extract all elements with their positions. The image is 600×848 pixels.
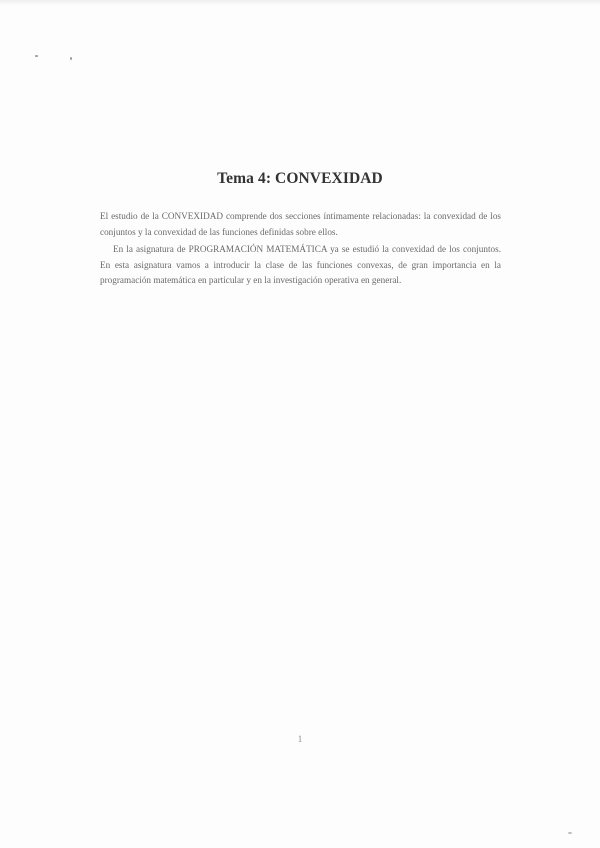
paragraph-intro: El estudio de la CONVEXIDAD comprende dos secciones íntimamente relacionadas: la convexidad de los conjuntos y la convexidad de las funciones definidas sobre ellos. — [100, 211, 501, 237]
paragraph-context: En la asignatura de PROGRAMACIÓN MATEMÁTICA ya se estudió la convexidad de los conjuntos. En esta asignatura vamos a introducir la clase de las funciones convexas, de gran importancia en la programación matemática en particular y en la investigación operativa en general. — [100, 244, 501, 286]
page-title: Tema 4: CONVEXIDAD — [217, 170, 383, 187]
scan-speck — [568, 832, 572, 834]
page-number: 1 — [297, 734, 303, 744]
scan-top-edge — [0, 0, 600, 6]
scan-speck — [70, 57, 72, 60]
scan-speck — [35, 55, 38, 57]
